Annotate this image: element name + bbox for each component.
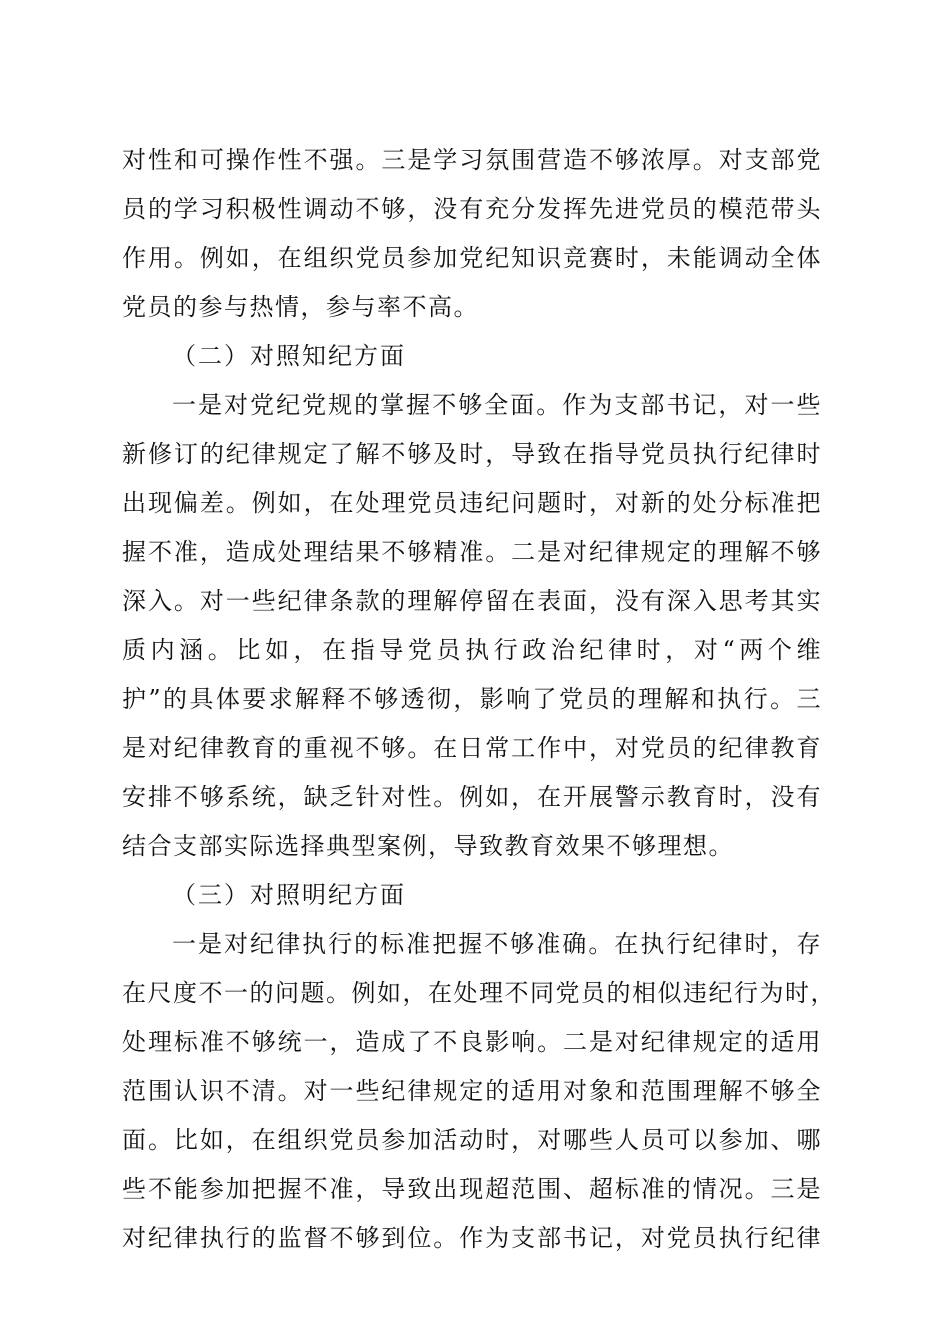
paragraph-line: 结合支部实际选择典型案例，导致教育效果不够理想。 (122, 832, 734, 860)
paragraph-line: 作用。例如，在组织党员参加党纪知识竞赛时，未能调动全体 (122, 244, 822, 272)
paragraph-line: 是对纪律教育的重视不够。在日常工作中，对党员的纪律教育 (122, 734, 822, 762)
paragraph-line: 些不能参加把握不准，导致出现超范围、超标准的情况。三是 (122, 1175, 822, 1203)
paragraph-line: 对纪律执行的监督不够到位。作为支部书记，对党员执行纪律 (122, 1224, 822, 1252)
section-heading: （三）对照明纪方面 (172, 881, 406, 909)
paragraph-line: 新修订的纪律规定了解不够及时，导致在指导党员执行纪律时 (122, 440, 822, 468)
paragraph-line: 面。比如，在组织党员参加活动时，对哪些人员可以参加、哪 (122, 1126, 822, 1154)
paragraph-line: 党员的参与热情，参与率不高。 (122, 293, 479, 321)
paragraph-line: 护”的具体要求解释不够透彻，影响了党员的理解和执行。三 (122, 685, 822, 713)
paragraph-line: 员的学习积极性调动不够，没有充分发挥先进党员的模范带头 (122, 195, 822, 223)
paragraph-line: 质内涵。比如，在指导党员执行政治纪律时，对“两个维 (122, 636, 822, 664)
section-heading: （二）对照知纪方面 (172, 342, 406, 370)
paragraph-line: 深入。对一些纪律条款的理解停留在表面，没有深入思考其实 (122, 587, 822, 615)
paragraph-line: 安排不够系统，缺乏针对性。例如，在开展警示教育时，没有 (122, 783, 822, 811)
paragraph-line: 对性和可操作性不强。三是学习氛围营造不够浓厚。对支部党 (122, 146, 822, 174)
paragraph-line: 处理标准不够统一，造成了不良影响。二是对纪律规定的适用 (122, 1028, 822, 1056)
paragraph-line: 在尺度不一的问题。例如，在处理不同党员的相似违纪行为时， (122, 979, 836, 1007)
paragraph-line: 出现偏差。例如，在处理党员违纪问题时，对新的处分标准把 (122, 489, 822, 517)
paragraph-line: 一是对纪律执行的标准把握不够准确。在执行纪律时，存 (172, 930, 822, 958)
paragraph-line: 握不准，造成处理结果不够精准。二是对纪律规定的理解不够 (122, 538, 822, 566)
paragraph-line: 范围认识不清。对一些纪律规定的适用对象和范围理解不够全 (122, 1077, 822, 1105)
paragraph-line: 一是对党纪党规的掌握不够全面。作为支部书记，对一些 (172, 391, 822, 419)
